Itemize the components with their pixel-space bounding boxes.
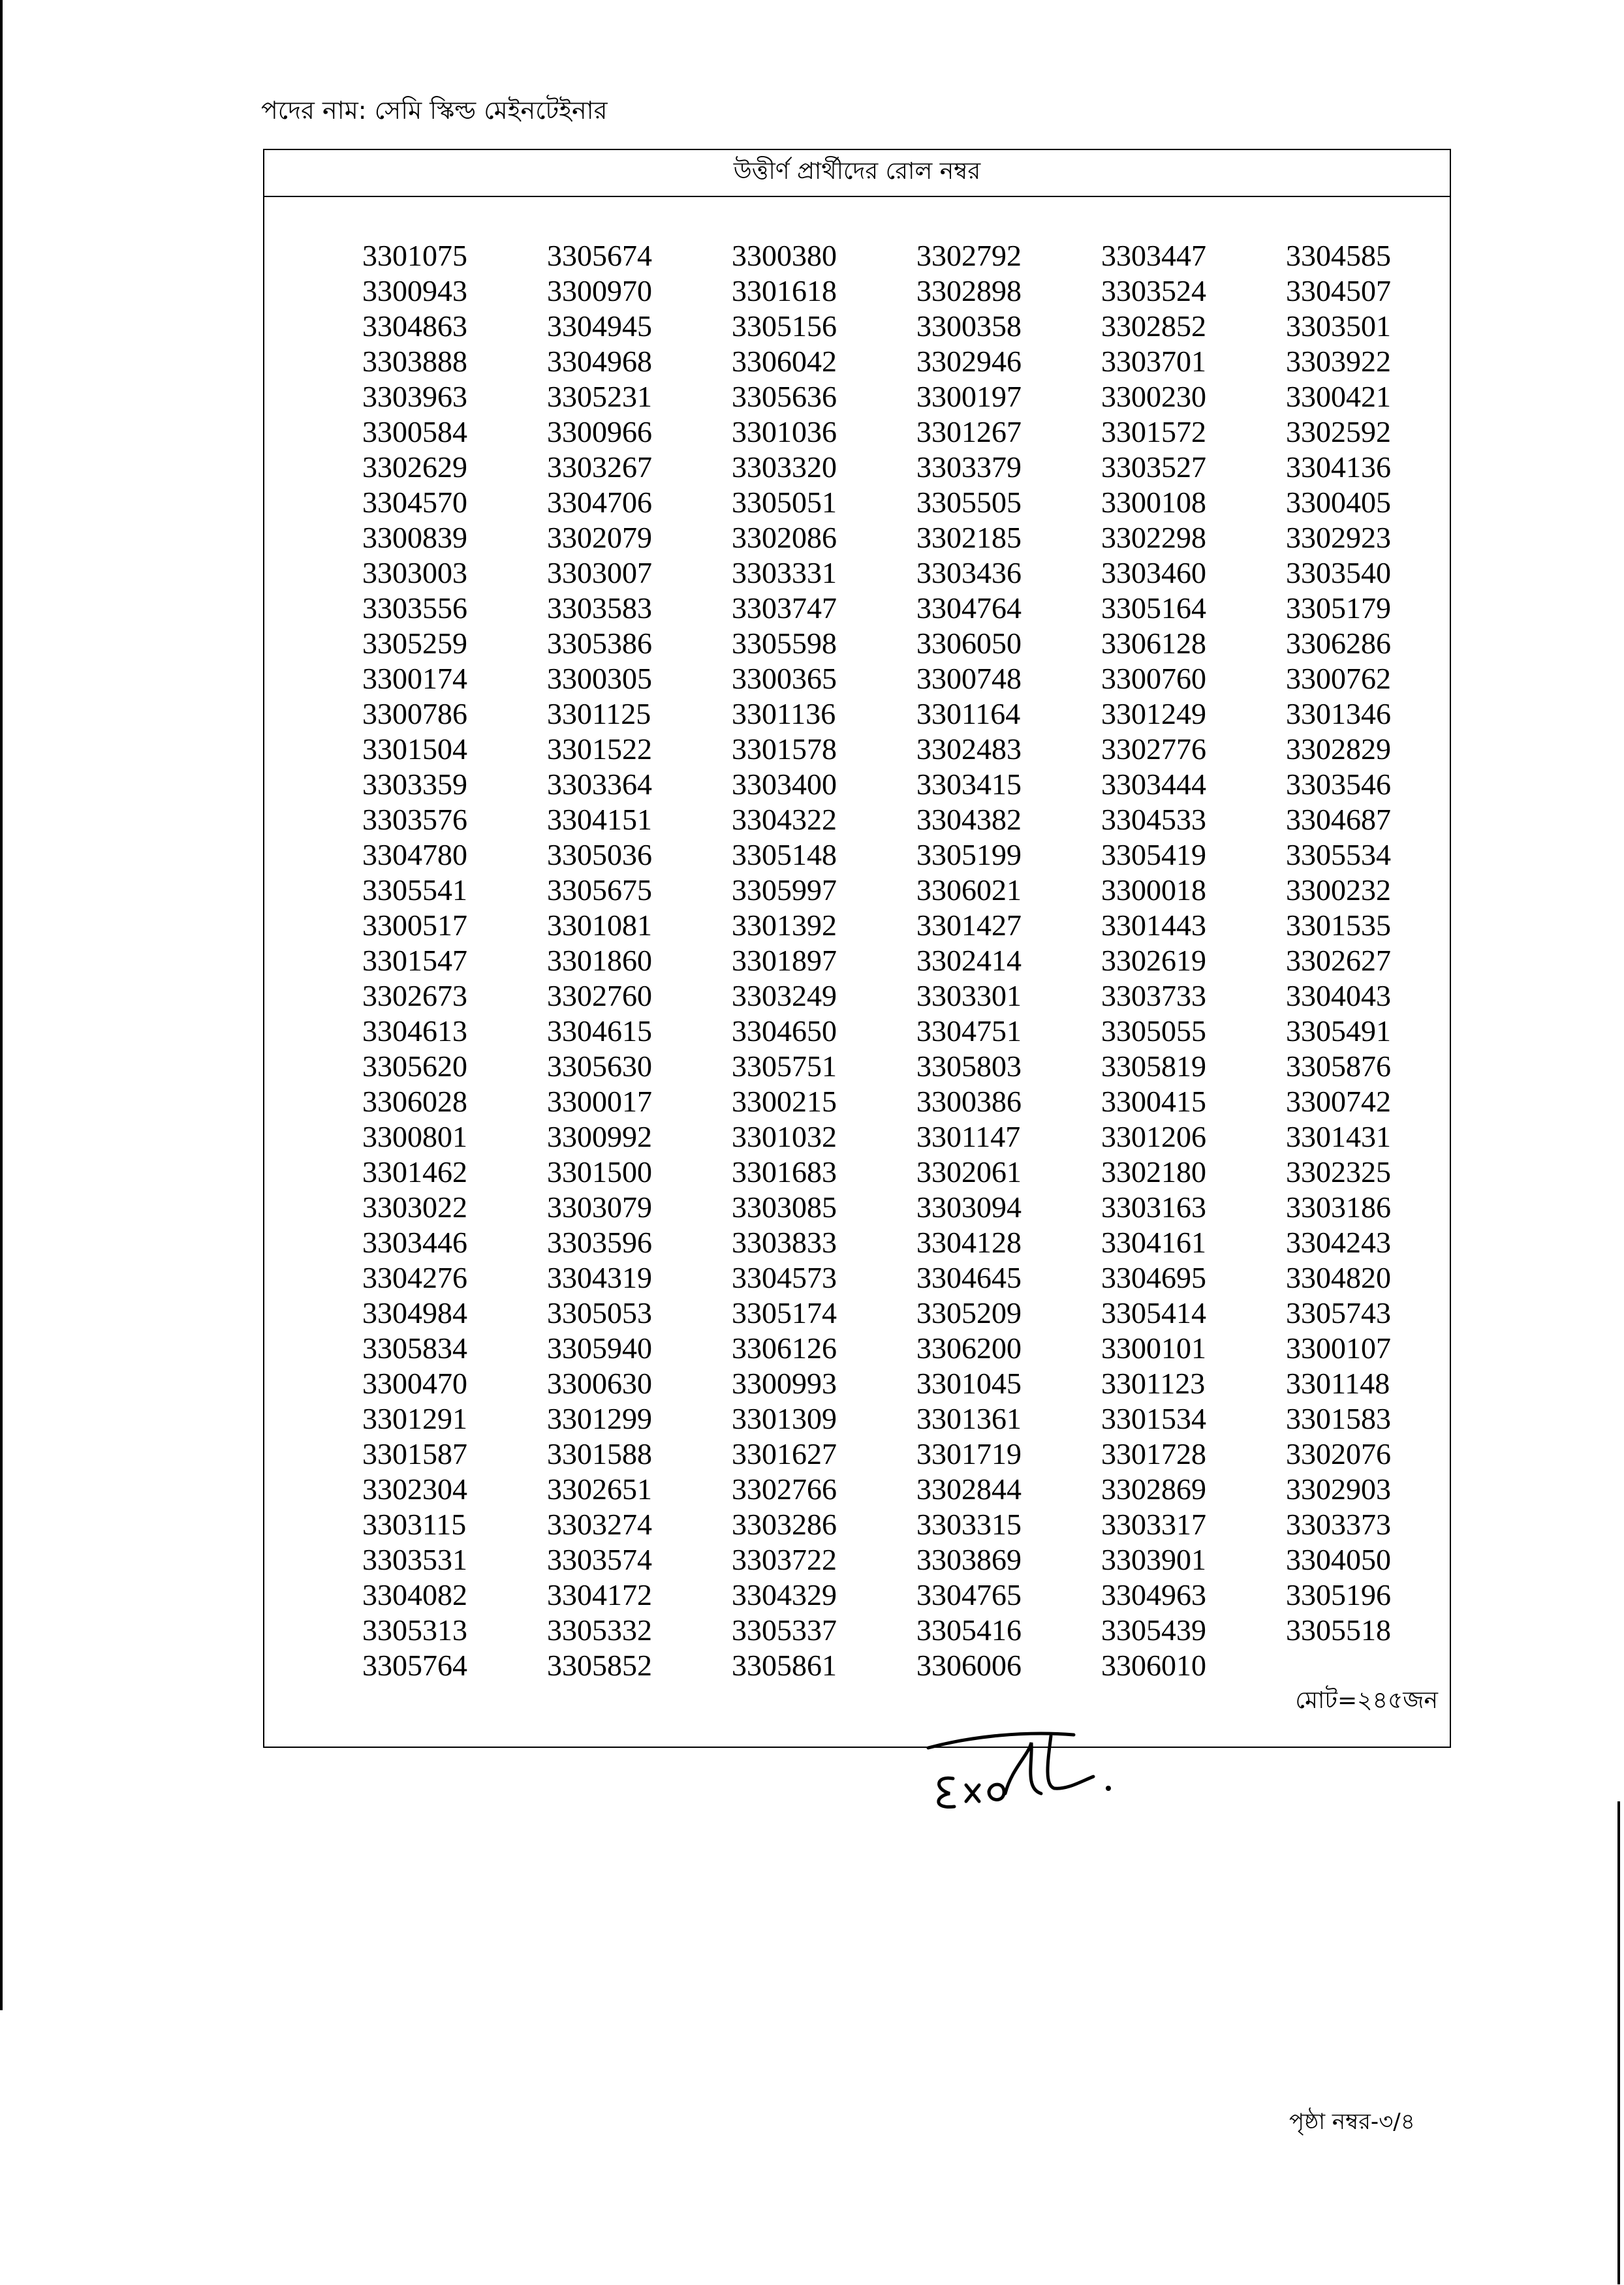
roll-number-cell: 3302061 — [916, 1155, 1022, 1189]
roll-number-cell: 3306028 — [362, 1085, 467, 1118]
roll-number-cell: 3301443 — [1101, 909, 1206, 942]
roll-number-cell: 3304136 — [1286, 450, 1391, 484]
roll-number-cell: 3301534 — [1101, 1402, 1206, 1435]
roll-number-cell: 3300742 — [1286, 1085, 1391, 1118]
roll-number-cell: 3301206 — [1101, 1120, 1206, 1153]
roll-number-cell: 3301036 — [732, 415, 837, 448]
roll-number-cell: 3303869 — [916, 1543, 1022, 1576]
roll-number-cell: 3304780 — [362, 838, 467, 871]
roll-number-cell: 3301081 — [547, 909, 652, 942]
roll-number-cell: 3303888 — [362, 345, 467, 378]
roll-number-cell: 3300215 — [732, 1085, 837, 1118]
roll-number-cell: 3303320 — [732, 450, 837, 484]
roll-number-cell: 3301572 — [1101, 415, 1206, 448]
roll-number-cell: 3303446 — [362, 1226, 467, 1259]
roll-number-cell: 3302076 — [1286, 1437, 1391, 1470]
roll-number-cell: 3301346 — [1286, 697, 1391, 730]
total-count: মোট=২৪৫জন — [1295, 1687, 1438, 1714]
roll-number-cell: 3305419 — [1101, 838, 1206, 871]
roll-number-cell: 3300943 — [362, 274, 467, 307]
roll-number-cell: 3305518 — [1286, 1613, 1391, 1647]
roll-number-cell: 3305055 — [1101, 1014, 1206, 1048]
roll-number-cell: 3303331 — [732, 556, 837, 589]
roll-number-cell: 3301299 — [547, 1402, 652, 1435]
roll-number-cell: 3303094 — [916, 1190, 1022, 1224]
roll-number-cell: 3304322 — [732, 803, 837, 836]
roll-number-cell: 3305852 — [547, 1649, 652, 1682]
roll-number-cell: 3302629 — [362, 450, 467, 484]
roll-number-cell: 3303085 — [732, 1190, 837, 1224]
roll-number-cell: 3303003 — [362, 556, 467, 589]
roll-number-cell: 3301164 — [916, 697, 1021, 730]
roll-number-cell: 3301267 — [916, 415, 1022, 448]
roll-number-cell: 3303301 — [916, 979, 1022, 1012]
roll-number-cell: 3303447 — [1101, 239, 1206, 272]
roll-number-cell: 3302651 — [547, 1472, 652, 1506]
roll-number-cell: 3303901 — [1101, 1543, 1206, 1576]
roll-number-cell: 3305534 — [1286, 838, 1391, 871]
roll-number-cell: 3301728 — [1101, 1437, 1206, 1470]
roll-number-cell: 3302852 — [1101, 309, 1206, 343]
roll-number-cell: 3305164 — [1101, 591, 1206, 625]
roll-number-cell: 3305751 — [732, 1049, 837, 1083]
roll-number-cell: 3301427 — [916, 909, 1022, 942]
roll-number-cell: 3304128 — [916, 1226, 1022, 1259]
roll-number-cell: 3302829 — [1286, 732, 1391, 766]
roll-number-cell: 3301522 — [547, 732, 652, 766]
roll-number-cell: 3304172 — [547, 1578, 652, 1611]
roll-number-cell: 3306286 — [1286, 627, 1391, 660]
roll-number-cell: 3304585 — [1286, 239, 1391, 272]
roll-number-cell: 3305620 — [362, 1049, 467, 1083]
roll-number-cell: 3300380 — [732, 239, 837, 272]
roll-number-cell: 3302673 — [362, 979, 467, 1012]
roll-number-cell: 3300762 — [1286, 662, 1391, 695]
roll-number-cell: 3300230 — [1101, 380, 1206, 413]
roll-number-cell: 3301587 — [362, 1437, 467, 1470]
roll-number-cell: 3302185 — [916, 521, 1022, 554]
roll-number-cell: 3303364 — [547, 768, 652, 801]
roll-number-cell: 3303501 — [1286, 309, 1391, 343]
roll-number-cell: 3303315 — [916, 1508, 1022, 1541]
roll-number-cell: 3305834 — [362, 1331, 467, 1365]
roll-number-cell: 3304765 — [916, 1578, 1022, 1611]
roll-number-cell: 3303701 — [1101, 345, 1206, 378]
roll-number-cell: 3305675 — [547, 873, 652, 907]
roll-number-grid — [362, 238, 1471, 1683]
roll-number-cell: 3300305 — [547, 662, 652, 695]
roll-number-cell: 3306200 — [916, 1331, 1022, 1365]
roll-number-cell: 3306006 — [916, 1649, 1022, 1682]
roll-number-cell: 3302898 — [916, 274, 1022, 307]
roll-number-cell: 3304764 — [916, 591, 1022, 625]
roll-number-cell: 3305053 — [547, 1296, 652, 1329]
roll-number-cell: 3305332 — [547, 1613, 652, 1647]
roll-number-cell: 3300365 — [732, 662, 837, 695]
roll-number-cell: 3306126 — [732, 1331, 837, 1365]
roll-number-cell: 3300966 — [547, 415, 652, 448]
roll-number-cell: 3303524 — [1101, 274, 1206, 307]
roll-number-cell: 3306010 — [1101, 1649, 1206, 1682]
roll-number-cell: 3302325 — [1286, 1155, 1391, 1189]
roll-number-cell: 3303540 — [1286, 556, 1391, 589]
roll-number-cell: 3300386 — [916, 1085, 1022, 1118]
roll-number-cell: 3302627 — [1286, 944, 1391, 977]
roll-number-cell: 3305179 — [1286, 591, 1391, 625]
roll-number-cell: 3303079 — [547, 1190, 652, 1224]
roll-number-cell: 3303596 — [547, 1226, 652, 1259]
roll-number-cell: 3304650 — [732, 1014, 837, 1048]
roll-number-cell: 3305861 — [732, 1649, 837, 1682]
roll-number-cell: 3300993 — [732, 1367, 837, 1400]
roll-number-cell: 3305199 — [916, 838, 1022, 871]
page-number: পৃষ্ঠা নম্বর-৩/৪ — [1289, 2109, 1415, 2135]
roll-number-cell: 3303546 — [1286, 768, 1391, 801]
roll-number-cell: 3300470 — [362, 1367, 467, 1400]
roll-number-cell: 3304968 — [547, 345, 652, 378]
roll-number-cell: 3303436 — [916, 556, 1022, 589]
roll-number-cell: 3304382 — [916, 803, 1022, 836]
roll-number-cell: 3305416 — [916, 1613, 1022, 1647]
roll-number-cell: 3304151 — [547, 803, 652, 836]
roll-number-cell: 3304984 — [362, 1296, 467, 1329]
roll-number-cell: 3300232 — [1286, 873, 1391, 907]
roll-number-cell: 3305156 — [732, 309, 837, 343]
roll-number-cell: 3304613 — [362, 1014, 467, 1048]
roll-number-cell: 3304533 — [1101, 803, 1206, 836]
roll-number-cell: 3304161 — [1101, 1226, 1206, 1259]
roll-number-cell: 3303317 — [1101, 1508, 1206, 1541]
roll-number-cell: 3305819 — [1101, 1049, 1206, 1083]
roll-number-cell: 3300760 — [1101, 662, 1206, 695]
roll-number-cell: 3305940 — [547, 1331, 652, 1365]
roll-number-cell: 3301148 — [1286, 1367, 1390, 1400]
roll-number-cell: 3304695 — [1101, 1261, 1206, 1294]
roll-number-cell: 3304276 — [362, 1261, 467, 1294]
roll-number-cell: 3301249 — [1101, 697, 1206, 730]
roll-number-cell: 3305386 — [547, 627, 652, 660]
roll-number-cell: 3305764 — [362, 1649, 467, 1682]
roll-number-cell: 3304570 — [362, 486, 467, 519]
roll-number-cell: 3302304 — [362, 1472, 467, 1506]
roll-number-cell: 3304945 — [547, 309, 652, 343]
roll-number-cell: 3302903 — [1286, 1472, 1391, 1506]
roll-number-cell: 3301125 — [547, 697, 651, 730]
roll-number-cell: 3305174 — [732, 1296, 837, 1329]
roll-number-cell: 3303963 — [362, 380, 467, 413]
roll-number-cell: 3300018 — [1101, 873, 1206, 907]
roll-number-cell: 3304082 — [362, 1578, 467, 1611]
roll-number-cell: 3301719 — [916, 1437, 1022, 1470]
roll-number-cell: 3305231 — [547, 380, 652, 413]
roll-number-cell: 3302298 — [1101, 521, 1206, 554]
table-header: উত্তীর্ণ প্রার্থীদের রোল নম্বর — [264, 150, 1450, 197]
roll-number-cell: 3302776 — [1101, 732, 1206, 766]
roll-number-cell: 3302792 — [916, 239, 1022, 272]
roll-number-cell: 3300748 — [916, 662, 1022, 695]
roll-number-cell: 3300415 — [1101, 1085, 1206, 1118]
roll-number-cell: 3302923 — [1286, 521, 1391, 554]
roll-number-cell: 3305259 — [362, 627, 467, 660]
roll-number-cell: 3305491 — [1286, 1014, 1391, 1048]
roll-number-cell: 3302844 — [916, 1472, 1022, 1506]
roll-number-cell: 3302760 — [547, 979, 652, 1012]
roll-number-cell: 3300405 — [1286, 486, 1391, 519]
roll-number-cell: 3301500 — [547, 1155, 652, 1189]
roll-number-cell: 3303460 — [1101, 556, 1206, 589]
roll-number-cell: 3301032 — [732, 1120, 837, 1153]
roll-number-cell: 3305636 — [732, 380, 837, 413]
roll-number-cell: 3305148 — [732, 838, 837, 871]
scan-edge-line-right — [1617, 1801, 1620, 2284]
signature-icon — [914, 1717, 1123, 1814]
roll-number-cell: 3300970 — [547, 274, 652, 307]
roll-number-cell: 3301147 — [916, 1120, 1021, 1153]
roll-number-cell: 3304687 — [1286, 803, 1391, 836]
roll-number-cell: 3304751 — [916, 1014, 1022, 1048]
roll-number-cell: 3304963 — [1101, 1578, 1206, 1611]
roll-number-cell: 3305743 — [1286, 1296, 1391, 1329]
roll-number-cell: 3305313 — [362, 1613, 467, 1647]
roll-number-cell: 3301462 — [362, 1155, 467, 1189]
roll-number-cell: 3303415 — [916, 768, 1022, 801]
roll-number-cell: 3304863 — [362, 309, 467, 343]
roll-number-cell: 3301627 — [732, 1437, 837, 1470]
roll-number-cell: 3303115 — [362, 1508, 467, 1541]
roll-number-cell: 3301897 — [732, 944, 837, 977]
roll-number-cell: 3302483 — [916, 732, 1022, 766]
roll-number-cell: 3304243 — [1286, 1226, 1391, 1259]
roll-number-cell: 3303922 — [1286, 345, 1391, 378]
roll-number-cell: 3302619 — [1101, 944, 1206, 977]
roll-number-cell: 3305997 — [732, 873, 837, 907]
roll-number-cell: 3303274 — [547, 1508, 652, 1541]
roll-number-cell: 3304706 — [547, 486, 652, 519]
roll-number-cell: 3303833 — [732, 1226, 837, 1259]
roll-number-cell: 3305803 — [916, 1049, 1022, 1083]
roll-number-cell: 3303022 — [362, 1190, 467, 1224]
roll-number-cell: 3301578 — [732, 732, 837, 766]
roll-number-cell: 3300174 — [362, 662, 467, 695]
roll-number-cell: 3304615 — [547, 1014, 652, 1048]
roll-number-cell: 3303267 — [547, 450, 652, 484]
post-title: পদের নাম: সেমি স্কিল্ড মেইনটেইনার — [261, 96, 608, 125]
roll-number-cell: 3303186 — [1286, 1190, 1391, 1224]
roll-number-cell: 3300517 — [362, 909, 467, 942]
scan-edge-line-left — [0, 0, 3, 2010]
roll-number-cell: 3301588 — [547, 1437, 652, 1470]
roll-number-cell: 3300992 — [547, 1120, 652, 1153]
roll-number-cell: 3302414 — [916, 944, 1022, 977]
roll-number-cell: 3305337 — [732, 1613, 837, 1647]
roll-number-cell: 3305196 — [1286, 1578, 1391, 1611]
roll-number-cell: 3302592 — [1286, 415, 1391, 448]
roll-number-cell: 3301392 — [732, 909, 837, 942]
roll-number-cell: 3301860 — [547, 944, 652, 977]
roll-number-cell: 3301683 — [732, 1155, 837, 1189]
roll-number-cell: 3301547 — [362, 944, 467, 977]
roll-number-cell: 3305674 — [547, 239, 652, 272]
roll-number-cell: 3304050 — [1286, 1543, 1391, 1576]
roll-number-cell: 3300839 — [362, 521, 467, 554]
roll-number-cell: 3302180 — [1101, 1155, 1206, 1189]
roll-number-cell: 3301618 — [732, 274, 837, 307]
roll-number-cell: 3303286 — [732, 1508, 837, 1541]
roll-number-cell: 3305036 — [547, 838, 652, 871]
roll-number-cell: 3300017 — [547, 1085, 652, 1118]
roll-number-cell: 3303163 — [1101, 1190, 1206, 1224]
roll-number-cell: 3300630 — [547, 1367, 652, 1400]
roll-number-cell: 3301361 — [916, 1402, 1022, 1435]
roll-number-cell: 3303556 — [362, 591, 467, 625]
roll-number-cell: 3300108 — [1101, 486, 1206, 519]
roll-number-cell: 3303007 — [547, 556, 652, 589]
roll-number-cell: 3305598 — [732, 627, 837, 660]
roll-number-cell: 3305505 — [916, 486, 1022, 519]
roll-number-cell: 3302766 — [732, 1472, 837, 1506]
roll-number-cell: 3303373 — [1286, 1508, 1391, 1541]
roll-number-cell: 3301504 — [362, 732, 467, 766]
roll-number-cell: 3300197 — [916, 380, 1022, 413]
roll-number-cell: 3305439 — [1101, 1613, 1206, 1647]
roll-number-cell: 3304329 — [732, 1578, 837, 1611]
roll-number-cell: 3306050 — [916, 627, 1022, 660]
roll-number-table — [263, 149, 1451, 1748]
roll-number-cell: 3304573 — [732, 1261, 837, 1294]
roll-number-cell: 3301045 — [916, 1367, 1022, 1400]
roll-number-cell: 3301309 — [732, 1402, 837, 1435]
roll-number-cell: 3306042 — [732, 345, 837, 378]
roll-number-cell: 3300584 — [362, 415, 467, 448]
roll-number-cell: 3300358 — [916, 309, 1022, 343]
roll-number-cell: 3302869 — [1101, 1472, 1206, 1506]
roll-number-cell: 3300786 — [362, 697, 467, 730]
roll-number-cell: 3305541 — [362, 873, 467, 907]
roll-number-cell: 3303400 — [732, 768, 837, 801]
roll-number-cell: 3303379 — [916, 450, 1022, 484]
roll-number-cell: 3300107 — [1286, 1331, 1391, 1365]
roll-number-cell: 3301136 — [732, 697, 836, 730]
roll-number-cell: 3304645 — [916, 1261, 1022, 1294]
roll-number-cell: 3304043 — [1286, 979, 1391, 1012]
roll-number-cell: 3306021 — [916, 873, 1022, 907]
roll-number-cell: 3301583 — [1286, 1402, 1391, 1435]
roll-number-cell: 3305876 — [1286, 1049, 1391, 1083]
roll-number-cell: 3303583 — [547, 591, 652, 625]
roll-number-cell: 3304507 — [1286, 274, 1391, 307]
roll-number-cell — [1286, 1648, 1471, 1683]
roll-number-cell: 3301431 — [1286, 1120, 1391, 1153]
roll-number-cell: 3303444 — [1101, 768, 1206, 801]
roll-number-cell: 3303747 — [732, 591, 837, 625]
roll-number-cell: 3301535 — [1286, 909, 1391, 942]
roll-number-cell: 3303576 — [362, 803, 467, 836]
roll-number-cell: 3303527 — [1101, 450, 1206, 484]
roll-number-cell: 3303733 — [1101, 979, 1206, 1012]
roll-number-cell: 3304319 — [547, 1261, 652, 1294]
roll-number-cell: 3305209 — [916, 1296, 1022, 1329]
roll-number-cell: 3303531 — [362, 1543, 467, 1576]
roll-number-cell: 3305051 — [732, 486, 837, 519]
roll-number-cell: 3301123 — [1101, 1367, 1206, 1400]
roll-number-cell: 3300101 — [1101, 1331, 1206, 1365]
roll-number-cell: 3303359 — [362, 768, 467, 801]
roll-number-cell: 3303722 — [732, 1543, 837, 1576]
roll-number-cell: 3305630 — [547, 1049, 652, 1083]
roll-number-cell: 3300421 — [1286, 380, 1391, 413]
roll-number-cell: 3302946 — [916, 345, 1022, 378]
roll-number-cell: 3302079 — [547, 521, 652, 554]
roll-number-cell: 3304820 — [1286, 1261, 1391, 1294]
roll-number-cell: 3303574 — [547, 1543, 652, 1576]
roll-number-cell: 3301291 — [362, 1402, 467, 1435]
roll-number-cell: 3303249 — [732, 979, 837, 1012]
roll-number-cell: 3302086 — [732, 521, 837, 554]
roll-number-cell: 3301075 — [362, 239, 467, 272]
roll-number-cell: 3305414 — [1101, 1296, 1206, 1329]
roll-number-cell: 3306128 — [1101, 627, 1206, 660]
roll-number-cell: 3300801 — [362, 1120, 467, 1153]
